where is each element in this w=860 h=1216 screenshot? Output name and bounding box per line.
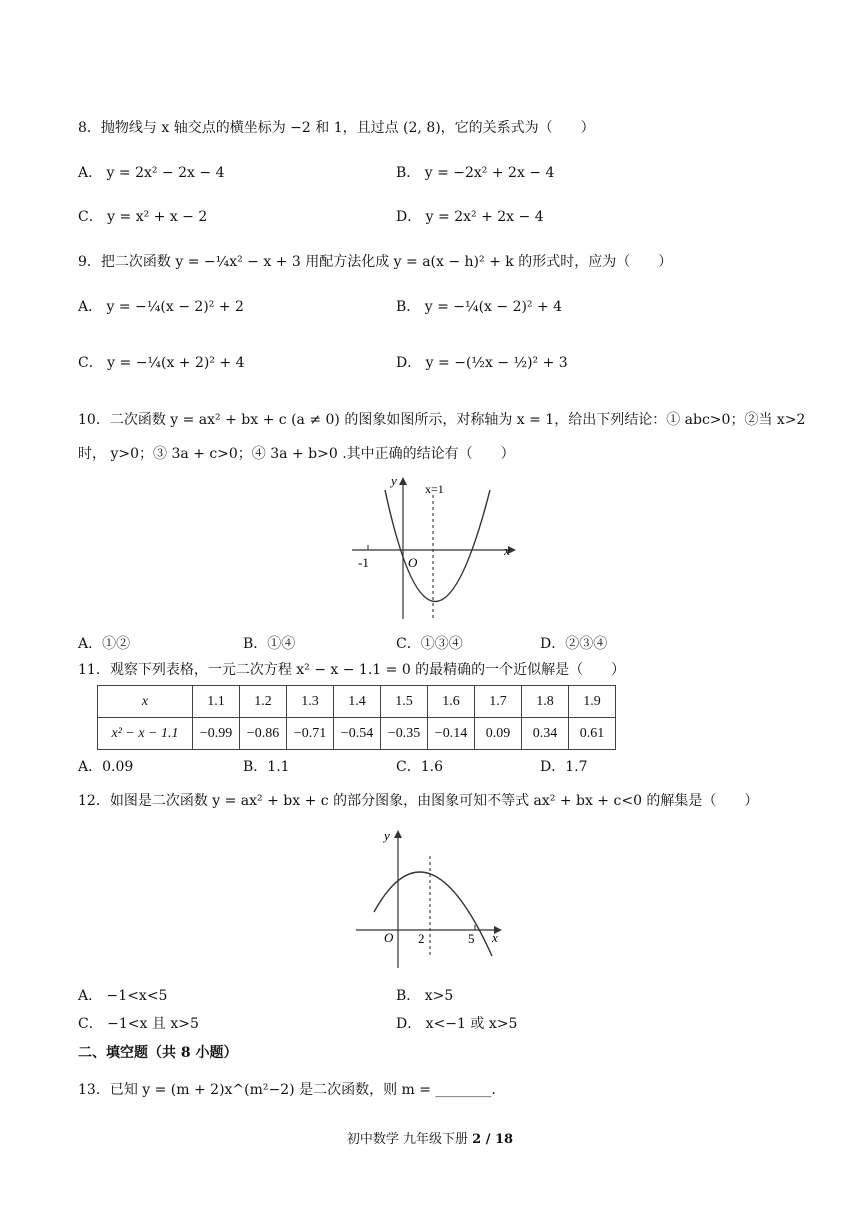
q12-option-b[interactable]: B． x>5 xyxy=(396,988,454,1004)
q9-option-c[interactable]: C． y = −¼(x + 2)² + 4 xyxy=(78,355,245,371)
table-row xyxy=(98,686,616,718)
q12-option-c[interactable]: C． −1<x 且 x>5 xyxy=(78,1016,199,1032)
q8-option-b[interactable]: B． y = −2x² + 2x − 4 xyxy=(396,165,555,181)
q12-y-arrow-icon xyxy=(394,830,402,838)
q12-option-d[interactable]: D． x<−1 或 x>5 xyxy=(396,1016,518,1032)
q12-tick-label-5: 5 xyxy=(468,931,475,946)
q11-option-b[interactable]: B．1.1 xyxy=(243,759,290,775)
footer-text: 初中数学 九年级下册 xyxy=(346,1132,473,1147)
q10-option-d[interactable]: D．②③④ xyxy=(540,636,608,652)
q9-stem: 9．把二次函数 y = −¼x² − x + 3 用配方法化成 y = a(x − h)² + k 的形式时，应为（ ） xyxy=(78,254,673,270)
table-cell: 0.09 xyxy=(475,718,522,750)
q12-y-label: y xyxy=(384,828,390,843)
q8-option-d[interactable]: D． y = 2x² + 2x − 4 xyxy=(396,209,544,225)
q10-option-b[interactable]: B．①④ xyxy=(243,636,296,652)
page-footer xyxy=(0,1128,860,1147)
q10-option-a[interactable]: A．①② xyxy=(78,636,131,652)
table-cell: 1.9 xyxy=(569,686,616,718)
table-cell: 1.8 xyxy=(522,686,569,718)
table-row xyxy=(98,718,616,750)
table-cell: −0.14 xyxy=(428,718,475,750)
q12-origin-label: O xyxy=(384,930,394,945)
q13-stem: 13．已知 y = (m + 2)x^(m²−2) 是二次函数，则 m = ________. xyxy=(78,1082,496,1098)
q11-option-d[interactable]: D．1.7 xyxy=(540,759,588,775)
q12-tick-label-2: 2 xyxy=(418,931,425,946)
q10-stem-line2: 时， y>0；③ 3a + c>0；④ 3a + b>0 .其中正确的结论有（ ） xyxy=(78,446,515,462)
q8-stem: 8．抛物线与 x 轴交点的横坐标为 −2 和 1，且过点 (2, 8)，它的关系式为（ ） xyxy=(78,120,595,136)
table-cell: −0.86 xyxy=(240,718,287,750)
table-cell: 1.1 xyxy=(193,686,240,718)
q10-tick-label: -1 xyxy=(358,555,369,570)
q11-stem: 11．观察下列表格，一元二次方程 x² − x − 1.1 = 0 的最精确的一个近似解是（ ） xyxy=(78,662,626,678)
section-heading: 二、填空题（共 8 小题） xyxy=(78,1045,238,1061)
q12-x-label: x xyxy=(492,930,498,945)
table-cell: −0.54 xyxy=(334,718,381,750)
table-cell: 1.5 xyxy=(381,686,428,718)
table-cell: 1.4 xyxy=(334,686,381,718)
q10-stem-line1: 10．二次函数 y = ax² + bx + c (a ≠ 0) 的图象如图所示，对称轴为 x = 1，给出下列结论：① abc>0；②当 x>2 xyxy=(78,412,806,428)
q9-option-b[interactable]: B． y = −¼(x − 2)² + 4 xyxy=(396,299,563,315)
table-head-x: x xyxy=(98,686,193,718)
q12-option-a[interactable]: A． −1<x<5 xyxy=(78,988,168,1004)
table-cell: 0.61 xyxy=(569,718,616,750)
q11-value-table xyxy=(97,685,616,750)
q10-parabola-graph xyxy=(348,473,518,623)
table-cell: −0.99 xyxy=(193,718,240,750)
q10-option-c[interactable]: C．①③④ xyxy=(396,636,463,652)
table-head-fx: x² − x − 1.1 xyxy=(98,718,193,750)
q10-parabola-curve xyxy=(385,490,490,602)
q10-y-arrow-icon xyxy=(399,477,407,485)
q10-y-label: y xyxy=(391,473,397,488)
q12-stem: 12．如图是二次函数 y = ax² + bx + c 的部分图象，由图象可知不等式 ax² + bx + c<0 的解集是（ ） xyxy=(78,793,759,809)
q10-symmetry-label: x=1 xyxy=(425,482,444,496)
q10-x-label: x xyxy=(504,543,510,558)
q11-option-a[interactable]: A．0.09 xyxy=(78,759,134,775)
table-cell: 1.2 xyxy=(240,686,287,718)
q11-option-c[interactable]: C．1.6 xyxy=(396,759,443,775)
table-cell: −0.71 xyxy=(287,718,334,750)
q8-option-a[interactable]: A． y = 2x² − 2x − 4 xyxy=(78,165,225,181)
q9-option-a[interactable]: A． y = −¼(x − 2)² + 2 xyxy=(78,299,244,315)
table-cell: 1.7 xyxy=(475,686,522,718)
table-cell: 1.3 xyxy=(287,686,334,718)
q8-option-c[interactable]: C． y = x² + x − 2 xyxy=(78,209,208,225)
table-cell: 1.6 xyxy=(428,686,475,718)
q10-origin-label: O xyxy=(408,555,418,570)
q9-option-d[interactable]: D． y = −(½x − ½)² + 3 xyxy=(396,355,568,371)
page-number: 2 / 18 xyxy=(472,1132,514,1147)
q12-parabola-graph xyxy=(352,824,512,972)
table-cell: 0.34 xyxy=(522,718,569,750)
table-cell: −0.35 xyxy=(381,718,428,750)
